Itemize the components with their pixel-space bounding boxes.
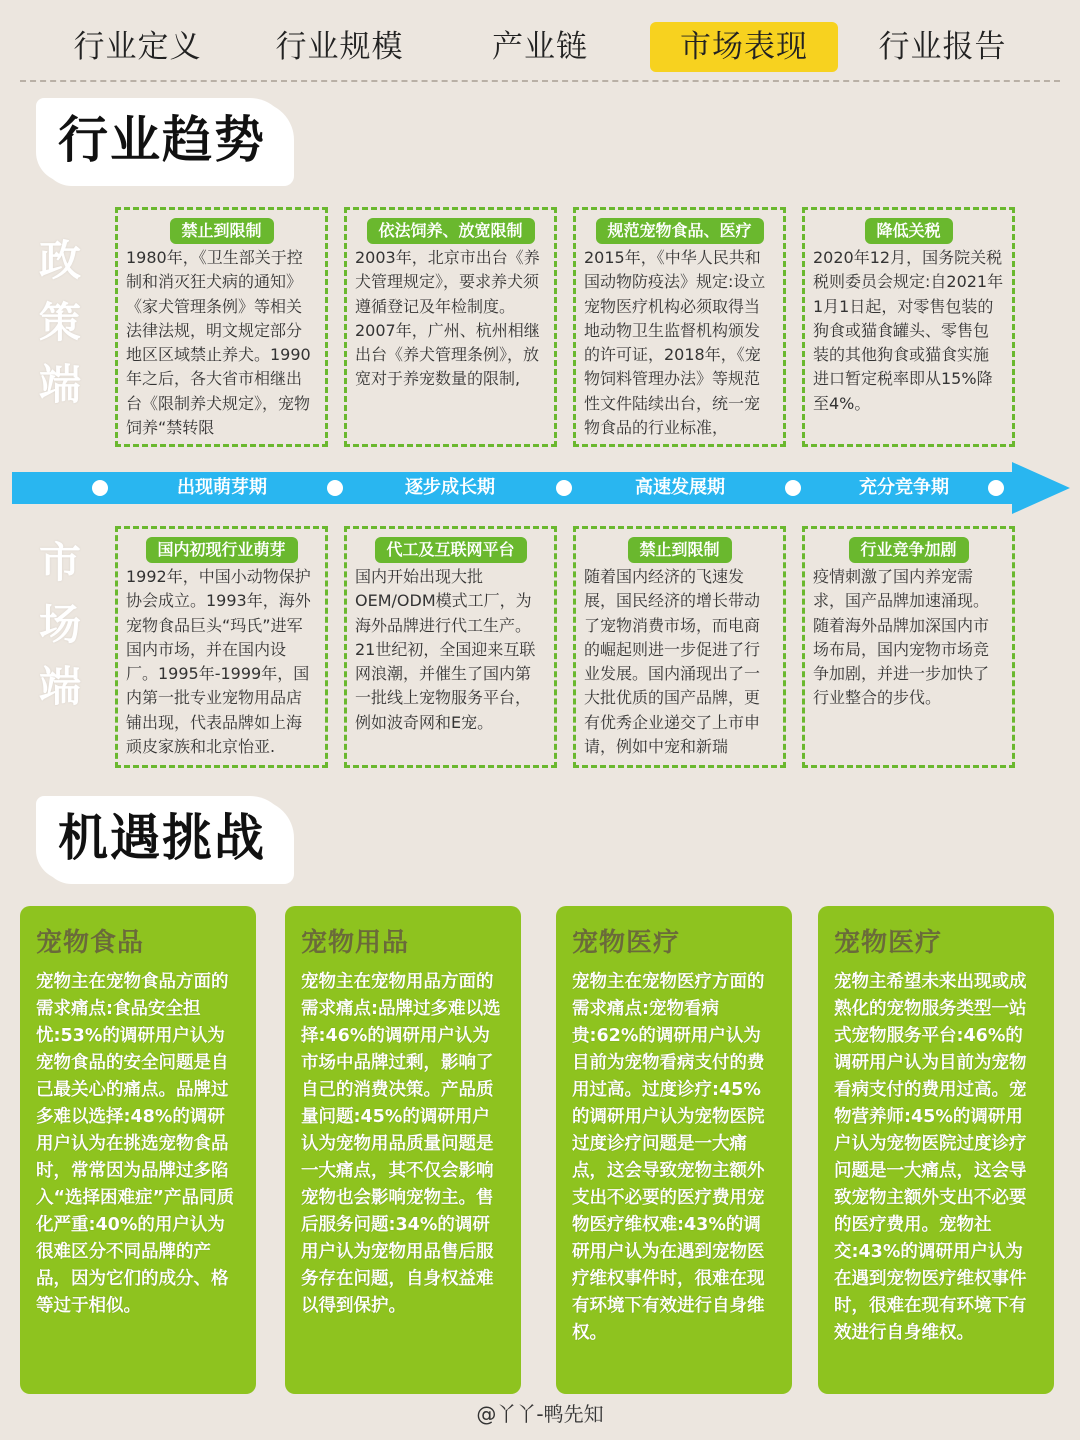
market-label-char: 端 (38, 662, 81, 711)
timeline-dot-icon (92, 480, 108, 496)
market-card-tag: 国内初现行业萌芽 (145, 537, 297, 563)
market-card-text: 随着国内经济的飞速发展，国民经济的增长带动了宠物消费市场，而电商的崛起则进一步促进了行业发展。国内涌现出了一大批优质的国产品牌，更有优秀企业递交了上市申请，例如中宠和新瑞 (584, 567, 761, 757)
tab-bar (0, 0, 1080, 82)
policy-card-text: 1980年，《卫生部关于控制和消灭狂犬病的通知》《家犬管理条例》等相关法律法规，明文规定部分地区区域禁止养犬。1990年之后，各大省市相继出台《限制养犬规定》，宠物饲养“禁转限 (126, 248, 311, 438)
policy-card-tag: 降低关税 (864, 218, 952, 244)
policy-label-char: 端 (38, 360, 81, 409)
market-card-text: 1992年，中国小动物保护协会成立。1993年，海外宠物食品巨头“玛氏”进军国内市场，并在国内设厂。1995年-1999年，国内第一批专业宠物用品店铺出现，代表品牌如上海顽皮家族和北京怡亚. (126, 567, 311, 757)
policy-card-text: 2020年12月，国务院关税税则委员会规定:自2021年1月1日起，对零售包装的狗食或猫食罐头、零售包装的其他狗食或猫食实施进口暂定税率即从15%降至4%。 (813, 248, 1004, 413)
opportunity-card (818, 906, 1054, 1394)
timeline-arrow (12, 462, 1072, 514)
market-card (115, 526, 328, 768)
market-card-text: 疫情刺激了国内养宠需求，国产品牌加速涌现。随着海外品牌加深国内市场布局，国内宠物市场竞争加剧，并进一步加快了行业整合的步伐。 (813, 567, 990, 708)
market-card-tag: 禁止到限制 (627, 537, 731, 563)
market-card (802, 526, 1015, 768)
tab-industry-scale[interactable]: 行业规模 (275, 29, 404, 65)
policy-side-label (36, 230, 84, 416)
tab-industry-report[interactable]: 行业报告 (878, 29, 1007, 65)
opportunity-card-body: 宠物主在宠物医疗方面的需求痛点:宠物看病贵:62%的调研用户认为目前为宠物看病支付的费用过高。过度诊疗:45%的调研用户认为宠物医院过度诊疗问题是一大痛点，这会导致宠物主额外支出不必要的医疗费用宠物医疗维权难:43%的调研用户认为在遇到宠物医疗维权事件时，很难在现有环境下有效进行自身维权。 (572, 972, 765, 1343)
market-label-char: 场 (38, 600, 81, 649)
policy-card (802, 207, 1015, 447)
policy-card (115, 207, 328, 447)
opportunity-card (285, 906, 521, 1394)
market-card-text: 国内开始出现大批OEM/ODM模式工厂，为海外品牌进行代工生产。21世纪初，全国迎来互联网浪潮，并催生了国内第一批线上宠物服务平台，例如波奇网和E宠。 (355, 567, 536, 732)
policy-label-char: 策 (38, 298, 81, 347)
timeline-stage: 出现萌芽期 (177, 477, 267, 498)
opportunity-card-body: 宠物主在宠物用品方面的需求痛点:品牌过多难以选择:46%的调研用户认为市场中品牌过剩，影响了自己的消费决策。产品质量问题:45%的调研用户认为宠物用品质量问题是一大痛点，其不仅会影响宠物也会影响宠物主。售后服务问题:34%的调研用户认为宠物用品售后服务存在问题，自身权益难以得到保护。 (301, 972, 501, 1316)
market-card (344, 526, 557, 768)
policy-card (344, 207, 557, 447)
policy-card-tag: 规范宠物食品、医疗 (595, 218, 763, 244)
opportunity-card-title: 宠物用品 (301, 928, 410, 958)
opportunity-card (20, 906, 256, 1394)
tab-industry-chain[interactable]: 产业链 (492, 29, 588, 65)
opportunity-card (556, 906, 792, 1394)
market-card-tag: 行业竞争加剧 (848, 537, 968, 563)
policy-card-tag: 依法饲养、放宽限制 (366, 218, 534, 244)
timeline-arrow-head-icon (1012, 462, 1070, 514)
timeline-dot-icon (327, 480, 343, 496)
opportunity-card-title: 宠物医疗 (834, 928, 943, 958)
author-watermark: @丫丫-鸭先知 (476, 1402, 604, 1426)
policy-card-tag: 禁止到限制 (169, 218, 273, 244)
timeline-dot-icon (988, 480, 1004, 496)
market-card (573, 526, 786, 768)
timeline-dot-icon (556, 480, 572, 496)
timeline-dot-icon (785, 480, 801, 496)
tab-divider (20, 80, 1060, 82)
policy-card-text: 2003年，北京市出台《养犬管理规定》，要求养犬须遵循登记及年检制度。2007年，广州、杭州相继出台《养犬管理条例》，放宽对于养宠数量的限制, (355, 248, 540, 389)
policy-label-char: 政 (38, 236, 81, 285)
timeline-stage: 逐步成长期 (405, 477, 495, 498)
market-side-label (36, 532, 84, 718)
opportunity-card-body: 宠物主在宠物食品方面的需求痛点:食品安全担忧:53%的调研用户认为宠物食品的安全问题是自己最关心的痛点。品牌过多难以选择:48%的调研用户认为在挑选宠物食品时，常常因为品牌过多陷入“选择困难症”产品同质化严重:40%的用户认为很难区分不同品牌的产品，因为它们的成分、格等过于相似。 (36, 972, 235, 1316)
market-label-char: 市 (38, 538, 81, 587)
policy-card-text: 2015年，《中华人民共和国动物防疫法》规定:设立宠物医疗机构必须取得当地动物卫生监督机构颁发的许可证，2018年，《宠物饲料管理办法》等规范性文件陆续出台，统一宠物食品的行业标准， (584, 248, 766, 438)
opportunity-card-title: 宠物医疗 (572, 928, 681, 958)
opportunity-card-title: 宠物食品 (36, 928, 145, 958)
trends-section-title: 行业趋势 (36, 98, 288, 182)
policy-card (573, 207, 786, 447)
tab-market-performance[interactable]: 市场表现 (650, 22, 838, 72)
opportunities-section-title: 机遇挑战 (36, 796, 288, 880)
opportunity-card-body: 宠物主希望未来出现或成熟化的宠物服务类型一站式宠物服务平台:46%的调研用户认为目前为宠物看病支付的费用过高。宠物营养师:45%的调研用户认为宠物医院过度诊疗问题是一大痛点，这会导致宠物主额外支出不必要的医疗费用。宠物社交:43%的调研用户认为在遇到宠物医疗维权事件时，很难在现有环境下有效进行自身维权。 (834, 972, 1027, 1343)
tab-industry-definition[interactable]: 行业定义 (73, 29, 202, 65)
timeline-stage: 充分竞争期 (859, 477, 949, 498)
market-card-tag: 代工及互联网平台 (374, 537, 526, 563)
timeline-stage: 高速发展期 (635, 477, 725, 498)
